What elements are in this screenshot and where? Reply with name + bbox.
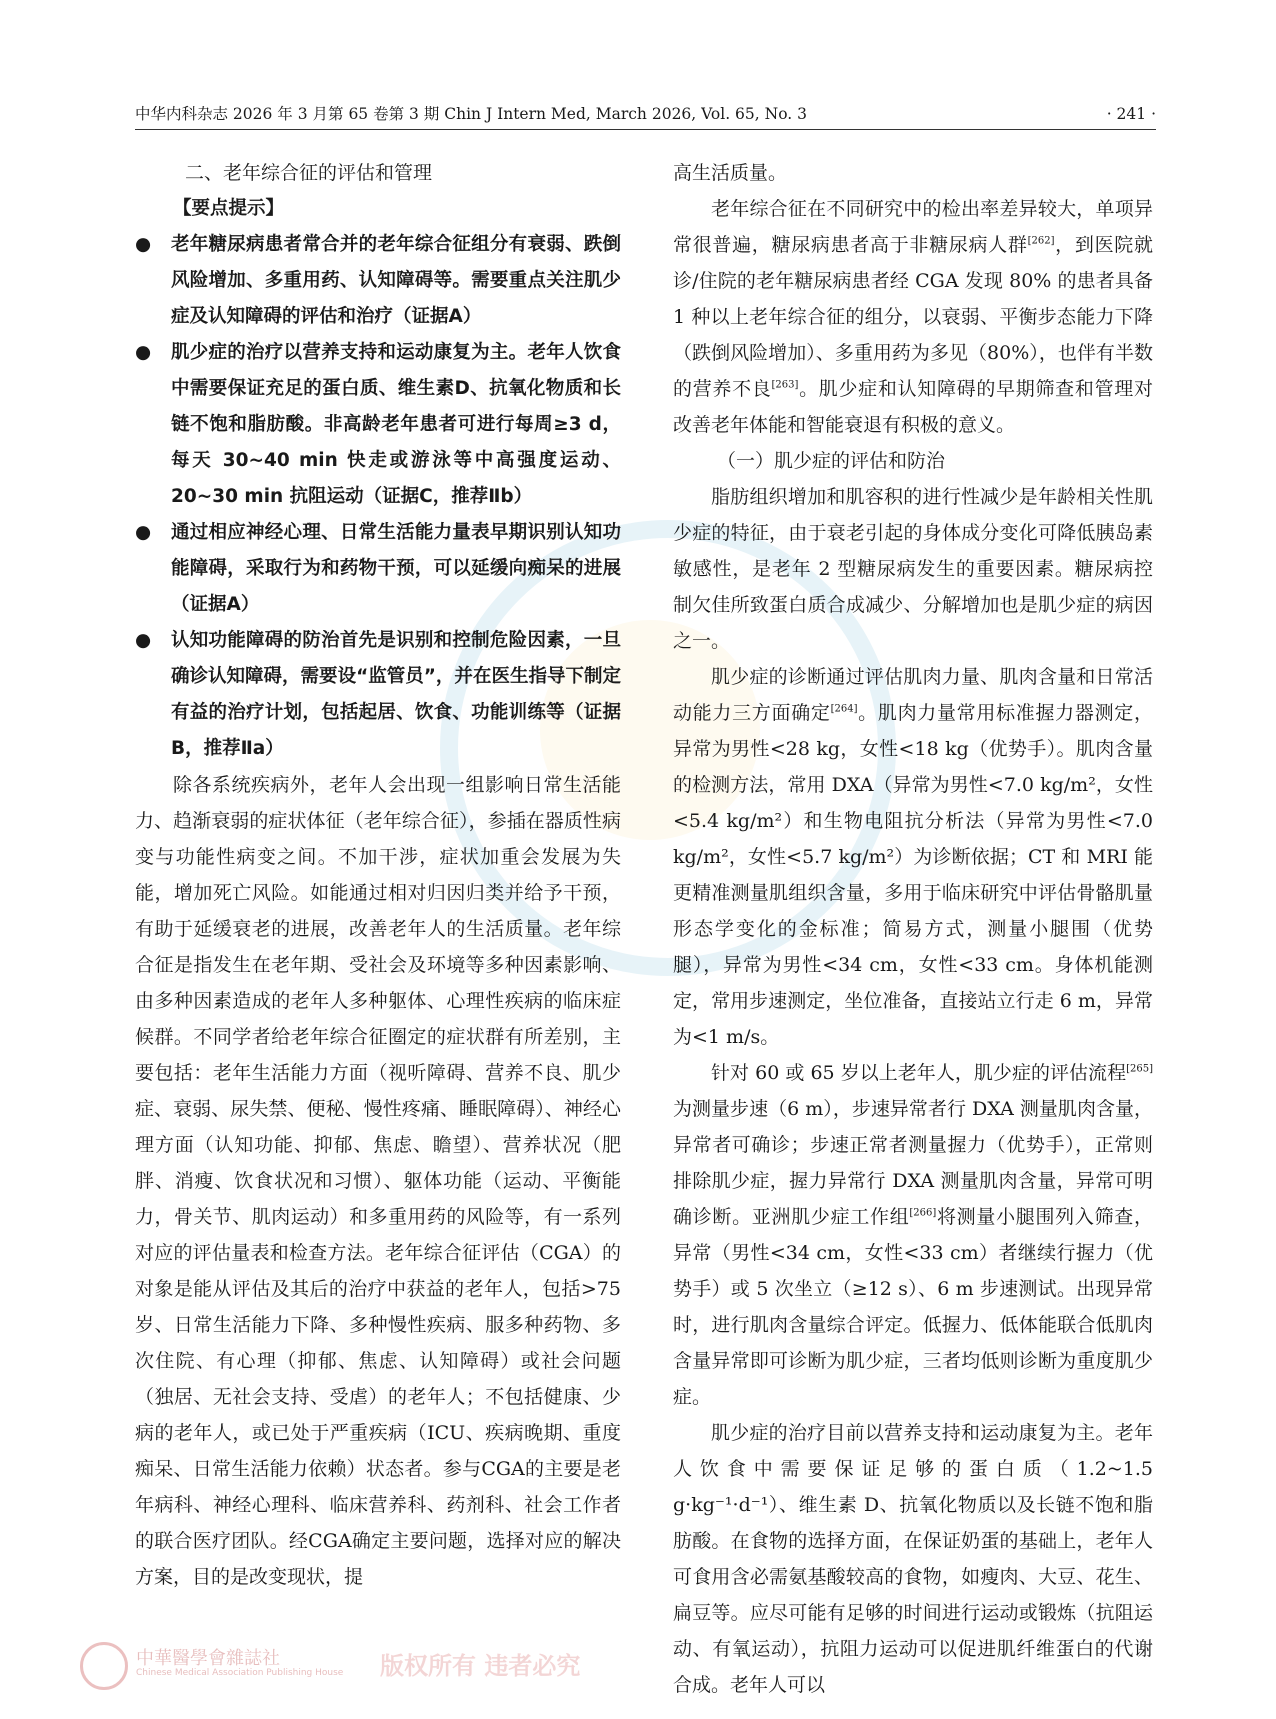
bullet-icon: ● [135,522,152,543]
bullet-icon: ● [135,342,152,363]
body-paragraph-continued: 高生活质量。 [673,162,788,184]
keypoint-item: ● 老年糖尿病患者常合并的老年综合征组分有衰弱、跌倒风险增加、多重用药、认知障碍等。需要重点关注肌少症及认知障碍的评估和治疗（证据A） [135,227,621,335]
section-title: 二、老年综合征的评估和管理 [185,162,433,184]
citation-ref[interactable]: [263] [771,379,799,391]
publisher-name: 中華醫學會雜誌社 [136,1648,280,1669]
subsection-title: （一）肌少症的评估和防治 [717,450,946,472]
body-paragraph: 除各系统疾病外，老年人会出现一组影响日常生活能力、趋渐衰弱的症状体征（老年综合征），参插在器质性病变与功能性病变之间。不加干涉，症状加重会发展为失能，增加死亡风险。如能通过相对归因归类并给予干预，有助于延缓衰老的进展，改善老年人的生活质量。老年综合征是指发生在老年期、受社会及环境等多种因素影响、由多种因素造成的老年人多种躯体、心理性疾病的临床症候群。不同学者给老年综合征圈定的症状群有所差别，主要包括：老年生活能力方面（视听障碍、营养不良、肌少症、衰弱、尿失禁、便秘、慢性疼痛、睡眠障碍）、神经心理方面（认知功能、抑郁、焦虑、瞻望）、营养状况（肥胖、消瘦、饮食状况和习惯）、躯体功能（运动、平衡能力，骨关节、肌肉运动）和多重用药的风险等，有一系列对应的评估量表和检查方法。老年综合征评估（CGA）的对象是能从评估及其后的治疗中获益的老年人，包括>75 岁、日常生活能力下降、多种慢性疾病、服多种药物、多次住院、有心理（抑郁、焦虑、认知障碍）或社会问题（独居、无社会支持、受虐）的老年人；不包括健康、少病的老年人，或已处于严重疾病（ICU、疾病晚期、重度痴呆、日常生活能力依赖）状态者。参与CGA的主要是老年病科、神经心理科、临床营养科、药剂科、社会工作者的联合医疗团队。经CGA确定主要问题，选择对应的解决方案，目的是改变现状，提 [135,774,621,1588]
publisher-watermark [80,1640,600,1688]
running-header [135,103,1156,130]
body-paragraph: 脂肪组织增加和肌容积的进行性减少是年龄相关性肌少症的特征，由于衰老引起的身体成分变化可降低胰岛素敏感性，是老年 2 型糖尿病发生的重要因素。糖尿病控制欠佳所致蛋白质合成减少、分解增加也是肌少症的病因之一。 [673,486,1153,652]
keypoints-title: 【要点提示】 [173,198,285,219]
bullet-icon: ● [135,630,152,651]
keypoint-item: ● 肌少症的治疗以营养支持和运动康复为主。老年人饮食中需要保证充足的蛋白质、维生素D、抗氧化物质和长链不饱和脂肪酸。非高龄老年患者可进行每周≥3 d，每天 30~40 min 快走或游泳等中高强度运动、20~30 min 抗阻运动（证据C，推荐Ⅱb） [135,335,621,515]
citation-ref[interactable]: [266] [909,1207,937,1219]
left-column [135,155,621,1595]
citation-ref[interactable]: [265] [1126,1063,1153,1075]
keypoint-item: ● 通过相应神经心理、日常生活能力量表早期识别认知功能障碍，采取行为和药物干预，可以延缓向痴呆的进展（证据A） [135,515,621,623]
journal-citation: 中华内科杂志 2026 年 3 月第 65 卷第 3 期 Chin J Intern Med, March 2026, Vol. 65, No. 3 [135,105,807,123]
bullet-icon: ● [135,234,152,255]
body-paragraph: 肌少症的诊断通过评估肌肉力量、肌肉含量和日常活动能力三方面确定[264]。肌肉力量常用标准握力器测定，异常为男性<28 kg，女性<18 kg（优势手）。肌肉含量的检测方法，常用 DXA（异常为男性<7.0 kg/m²，女性<5.4 kg/m²）和生物电阻抗分析法（异常为男性<7.0 kg/m²，女性<5.7 kg/m²）为诊断依据；CT 和 MRI 能更精准测量肌组织含量，多用于临床研究中评估骨骼肌量形态学变化的金标准；简易方式，测量小腿围（优势腿），异常为男性<34 cm，女性<33 cm。身体机能测定，常用步速测定，坐位准备，直接站立行走 6 m，异常为<1 m/s。 [673,666,1153,1048]
right-column [673,155,1153,1703]
body-paragraph: 针对 60 或 65 岁以上老年人，肌少症的评估流程[265]为测量步速（6 m），步速异常者行 DXA 测量肌肉含量，异常者可确诊；步速正常者测量握力（优势手），正常则排除肌少症，握力异常行 DXA 测量肌肉含量，异常可明确诊断。亚洲肌少症工作组[266]将测量小腿围列入筛查，异常（男性<34 cm，女性<33 cm）者继续行握力（优势手）或 5 次坐立（≥12 s）、6 m 步速测试。出现异常时，进行肌肉含量综合评定。低握力、低体能联合低肌肉含量异常即可诊断为肌少症，三者均低则诊断为重度肌少症。 [673,1062,1153,1408]
citation-ref[interactable]: [264] [830,703,858,715]
publisher-name-en: Chinese Medical Association Publishing House [136,1668,344,1678]
keypoint-item: ● 认知功能障碍的防治首先是识别和控制危险因素，一旦确诊认知障碍，需要设“监管员”，并在医生指导下制定有益的治疗计划，包括起居、饮食、功能训练等（证据B，推荐Ⅱa） [135,623,621,767]
seal-icon [80,1642,128,1690]
body-paragraph: 肌少症的治疗目前以营养支持和运动康复为主。老年人饮食中需要保证足够的蛋白质（1.2~1.5 g·kg⁻¹·d⁻¹）、维生素 D、抗氧化物质以及长链不饱和脂肪酸。在食物的选择方面，在保证奶蛋的基础上，老年人可食用含必需氨基酸较高的食物，如瘦肉、大豆、花生、扁豆等。应尽可能有足够的时间进行运动或锻炼（抗阻运动、有氧运动），抗阻力运动可以促进肌纤维蛋白的代谢合成。老年人可以 [673,1422,1153,1696]
copyright-slogan: 版权所有 违者必究 [380,1652,581,1680]
page-number: · 241 · [1106,105,1156,123]
body-paragraph: 老年综合征在不同研究中的检出率差异较大，单项异常很普遍，糖尿病患者高于非糖尿病人群[262]，到医院就诊/住院的老年糖尿病患者经 CGA 发现 80% 的患者具备 1 种以上老年综合征的组分，以衰弱、平衡步态能力下降（跌倒风险增加）、多重用药为多见（80%），也伴有半数的营养不良[263]。肌少症和认知障碍的早期筛查和管理对改善老年体能和智能衰退有积极的意义。 [673,198,1153,436]
citation-ref[interactable]: [262] [1027,235,1055,247]
